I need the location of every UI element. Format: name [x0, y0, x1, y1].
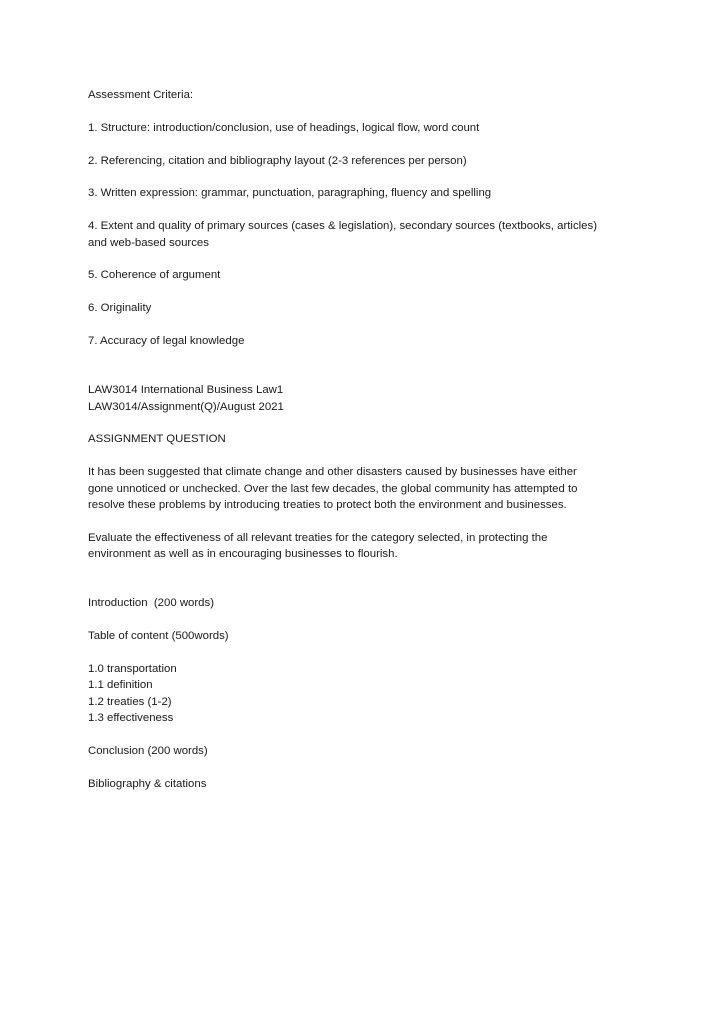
- section-item: 1.1 definition: [88, 679, 153, 692]
- spacer: [88, 579, 664, 595]
- criteria-item-2: 2. Referencing, citation and bibliography layout (2-3 references per person): [88, 154, 467, 167]
- criteria-item-6: 6. Originality: [88, 302, 152, 315]
- criteria-item-7: 7. Accuracy of legal knowledge: [88, 334, 245, 347]
- spacer: [88, 366, 664, 382]
- criteria-item-3: 3. Written expression: grammar, punctuation, paragraphing, fluency and spelling: [88, 187, 492, 200]
- course-code: LAW3014/Assignment(Q)/August 2021: [88, 400, 284, 413]
- outline-introduction: Introduction (200 words): [88, 597, 214, 610]
- criteria-item-4: 4. Extent and quality of primary sources (cases & legislation), secondary sources (textbooks, articles) and web-based sources: [88, 220, 598, 249]
- assignment-paragraph-1: It has been suggested that climate change and other disasters caused by businesses have either gone unnoticed or unchecked. Over the last few decades, the global community has attempted to resolve these problems by introducing treaties to protect both the environment and businesses.: [88, 466, 578, 511]
- course-title: LAW3014 International Business Law1: [88, 384, 284, 397]
- assignment-heading: ASSIGNMENT QUESTION: [88, 433, 226, 446]
- outline-toc: Table of content (500words): [88, 630, 229, 643]
- outline-bibliography: Bibliography & citations: [88, 777, 207, 790]
- outline-sections: [88, 661, 664, 727]
- section-item: 1.3 effectiveness: [88, 712, 174, 725]
- outline-conclusion: Conclusion (200 words): [88, 744, 208, 757]
- section-item: 1.2 treaties (1-2): [88, 695, 172, 708]
- criteria-item-1: 1. Structure: introduction/conclusion, use of headings, logical flow, word count: [88, 121, 480, 134]
- criteria-heading: Assessment Criteria:: [88, 89, 194, 101]
- course-info: [88, 382, 664, 415]
- assignment-paragraph-2: Evaluate the effectiveness of all relevant treaties for the category selected, in protecting the environment as well as in encouraging businesses to flourish.: [88, 531, 548, 561]
- section-item: 1.0 transportation: [88, 662, 177, 675]
- criteria-item-5: 5. Coherence of argument: [88, 269, 221, 282]
